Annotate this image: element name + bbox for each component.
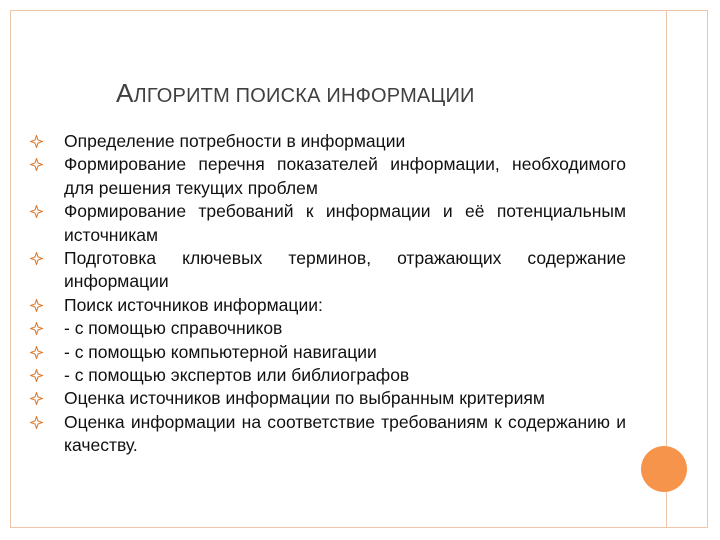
four-point-star-icon <box>30 153 44 176</box>
four-point-star-icon <box>30 364 44 387</box>
four-point-star-icon <box>30 200 44 223</box>
slide-title-rest: ЛГОРИТМ ПОИСКА ИНФОРМАЦИИ <box>133 85 475 107</box>
list-item <box>30 153 626 200</box>
four-point-star-icon <box>30 130 44 153</box>
list-item <box>30 130 626 153</box>
slide-title <box>116 78 475 109</box>
accent-circle <box>641 446 687 492</box>
list-item-text: - с помощью справочников <box>64 318 283 339</box>
list-item <box>30 200 626 247</box>
list-item-text: Оценка источников информации по выбранным критериям <box>64 388 545 409</box>
list-item-text: Оценка информации на соответствие требованиям к содержанию и качеству. <box>64 411 626 456</box>
list-item <box>30 387 626 410</box>
four-point-star-icon <box>30 247 44 270</box>
four-point-star-icon <box>30 317 44 340</box>
list-item-text: Формирование требований к информации и её потенциальным источникам <box>64 201 626 245</box>
four-point-star-icon <box>30 387 44 410</box>
list-item <box>30 317 626 340</box>
list-item <box>30 341 626 364</box>
bullet-list <box>30 130 626 458</box>
four-point-star-icon <box>30 341 44 364</box>
list-item-text: Формирование перечня показателей информации, необходимого для решения текущих проблем <box>64 154 626 198</box>
four-point-star-icon <box>30 411 44 434</box>
slide-title-first-letter: А <box>116 78 134 108</box>
list-item-text: - с помощью компьютерной навигации <box>64 341 377 362</box>
four-point-star-icon <box>30 294 44 317</box>
list-item <box>30 411 626 458</box>
list-item <box>30 247 626 294</box>
list-item-text: - с помощью экспертов или библиографов <box>64 365 410 386</box>
list-item-text: Поиск источников информации: <box>64 294 323 315</box>
list-item <box>30 294 626 317</box>
list-item <box>30 364 626 387</box>
list-item-text: Подготовка ключевых терминов, отражающих содержание информации <box>64 248 626 292</box>
list-item-text: Определение потребности в информации <box>64 131 406 151</box>
